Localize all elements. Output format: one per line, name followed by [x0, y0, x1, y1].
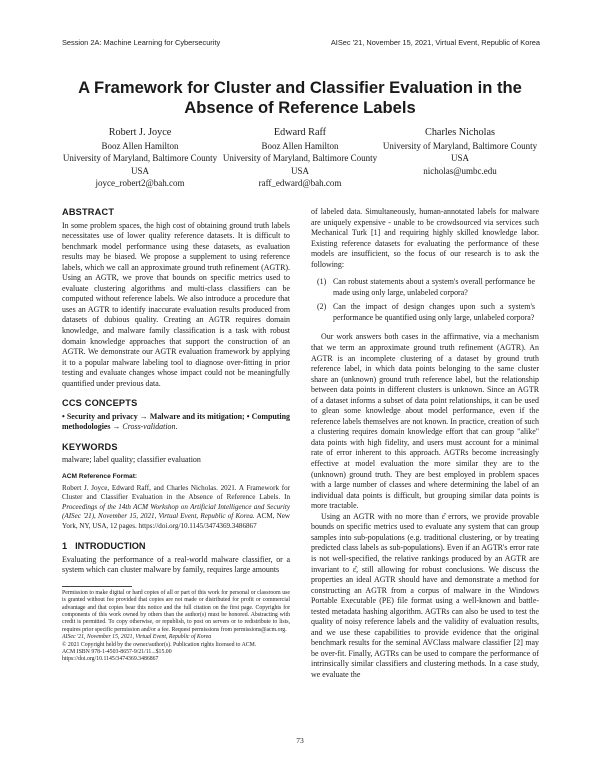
author-1: [60, 126, 220, 190]
running-header-left: Session 2A: Machine Learning for Cybersecurity: [62, 38, 221, 47]
author-3: [380, 126, 540, 190]
author-affiliation: University of Maryland, Baltimore County: [62, 153, 218, 164]
keywords-heading: KEYWORDS: [62, 441, 118, 452]
question-item: (1) Can robust statements about a system's overall performance be made using only large, unlabeled corpora?: [317, 277, 535, 297]
author-name: Charles Nicholas: [425, 127, 495, 138]
acm-reference-heading: ACM Reference Format:: [62, 473, 138, 481]
author-name: Edward Raff: [273, 127, 327, 138]
question-item: (2) Can the impact of design changes upon such a system's performance be quantified using only large, unlabeled corpora?: [317, 302, 535, 322]
page-number: 73: [296, 736, 304, 745]
author-email[interactable]: raff_edward@bah.com: [258, 178, 342, 189]
author-email[interactable]: joyce_robert2@bah.com: [95, 178, 185, 189]
body-paragraph: Our work answers both cases in the affirmative, via a mechanism that we term an approximate ground truth refinement (AGTR). An AGTR is an incomplete clustering of a dataset by ground truth reference label, in which data points belonging to the same cluster share an (unknown) ground truth reference label, but the relationship between data points in different clusters is unknown. Since an AGTR of a dataset informs a subset of data point relationships, it can be used to glean some knowledge about model performance, even if the reference labels themselves are not known. In practice, creation of such a clustering requires domain knowledge effort that can group "alike" data points with high fidelity, and users must account for a minimal rate of error inherent to this approach. AGTRs become increasingly effective at model evaluation the more similar they are to the (unknown) ground truth. They are best employed in problem spaces with a large number of classes and where determining the label of an individual data points is difficult, but grouping similar data points is more tractable.: [311, 332, 539, 511]
author-email[interactable]: nicholas@umbc.edu: [423, 165, 497, 176]
author-country: USA: [130, 165, 149, 176]
doi-link[interactable]: https://doi.org/10.1145/3474369.3486867: [62, 656, 159, 663]
author-country: USA: [290, 165, 309, 176]
author-org: University of Maryland, Baltimore County: [382, 141, 538, 151]
research-questions: [311, 277, 539, 323]
paper-title: A Framework for Cluster and Classifier Evaluation in the Absence of Reference Labels: [78, 78, 522, 117]
permission-notice: Permission to make digital or hard copies of all or part of this work for personal or classroom use is granted without fee provided that copies are not made or distributed for profit or commercial advantage and that copies bear this notice and the full citation on the first page. Copyrights for components of this work owned by others than the author(s) must be honored. Abstracting with credit is permitted. To copy otherwise, or republish, to post on servers or to redistribute to lists, requires prior specific permission and/or a fee. Request permissions from permissions@acm.org. AISec '21, November 15, 2021, Virtual Event, Republic of Korea © 2021 Copyright held by the owner/author(s). Publication rights licensed to ACM. ACM ISBN 978-1-4503-8657-9/21/11...$15.00 https://doi.org/10.1145/3474369.3486867: [62, 589, 290, 663]
body-paragraph: of labeled data. Simultaneously, human-annotated labels for malware are uniquely expensive - unable to be crowdsourced via services such Mechanical Turk [1] and requiring highly skilled knowledge labor. Existing reference datasets for evaluating the performance of these models are insufficient, so the focus of our research is to ask the following:: [311, 207, 539, 269]
author-org: Booz Allen Hamilton: [261, 141, 339, 151]
acm-reference-text: Robert J. Joyce, Edward Raff, and Charles Nicholas. 2021. A Framework for Cluster and Classifier Evaluation in the Absence of Reference Labels. In Proceedings of the 14th ACM Workshop on Artificial Intelligence and Security (AISec '21), November 15, 2021, Virtual Event, Republic of Korea. ACM, New York, NY, USA, 12 pages. https://doi.org/10.1145/3474369.3486867: [62, 483, 290, 530]
introduction-text: Evaluating the performance of a real-world malware classifier, or a system which can cluster malware by family, requires large amounts: [62, 554, 290, 575]
left-column: [62, 207, 290, 664]
author-org: Booz Allen Hamilton: [101, 141, 179, 151]
ccs-heading: CCS CONCEPTS: [62, 398, 138, 409]
right-column: [311, 207, 539, 681]
keywords-text: malware; label quality; classifier evaluation: [62, 455, 201, 465]
footnote-rule: [62, 586, 132, 587]
running-header-right: AISec '21, November 15, 2021, Virtual Event, Republic of Korea: [330, 38, 540, 47]
abstract-heading: ABSTRACT: [62, 207, 115, 217]
author-country: USA: [450, 153, 469, 164]
author-affiliation: University of Maryland, Baltimore County: [222, 153, 378, 164]
ccs-concepts: • Security and privacy → Malware and its mitigation; • Computing methodologies → Cross-validation.: [62, 411, 291, 432]
introduction-heading: 1 INTRODUCTION: [62, 541, 146, 552]
author-name: Robert J. Joyce: [108, 127, 172, 138]
abstract-text: In some problem spaces, the high cost of obtaining ground truth labels necessitates use of lower quality reference datasets. It is difficult to benchmark model performance using these datasets, as evaluation results may be biased. We propose a supplement to using reference labels, which we call an approximate ground truth refinement (AGTR). Using an AGTR, we prove that bounds on specific metrics used to evaluate clustering algorithms and multi-class classifiers can be computed without reference labels. We also introduce a procedure that uses an AGTR to identify inaccurate evaluation results produced from datasets of dubious quality. Creating an AGTR requires domain knowledge, and malware family classification is a task with robust domain knowledge approaches that support the construction of an AGTR. We demonstrate our AGTR evaluation framework by applying it to a popular malware labeling tool to diagnose over-fitting in prior testing and evaluate changes whose impact could not be meaningfully quantified under previous data.: [62, 220, 290, 388]
author-2: [220, 126, 380, 190]
body-paragraph: Using an AGTR with no more than ε̂ errors, we provide provable bounds on specific metrics used to evaluate any system that can group samples into sub-populations (e.g. traditional clustering, or by treating predicted class labels as sub-populations). Even if an AGTR's error rate is not well-specified, the relative rankings produced by an AGTR are invariant to ε̂, still allowing for robust conclusions. We discuss the properties an ideal AGTR should have and demonstrate a method for constructing an AGTR from a corpus of malware in the Windows Portable Executable (PE) file format using a well-known and battle-tested metadata hashing algorithm. AGTRs can also be used to test the quality of noisy reference labels and the validity of evaluation results, and we use these capabilities to provide evidence that the original benchmark results for the seminal AVClass malware classifier [2] may be over-fit. Finally, AGTRs can be used to compare the performance of intrinsically similar classifiers and clustering methods. In a case study, we evaluate the: [311, 511, 539, 679]
author-block: [60, 126, 540, 190]
